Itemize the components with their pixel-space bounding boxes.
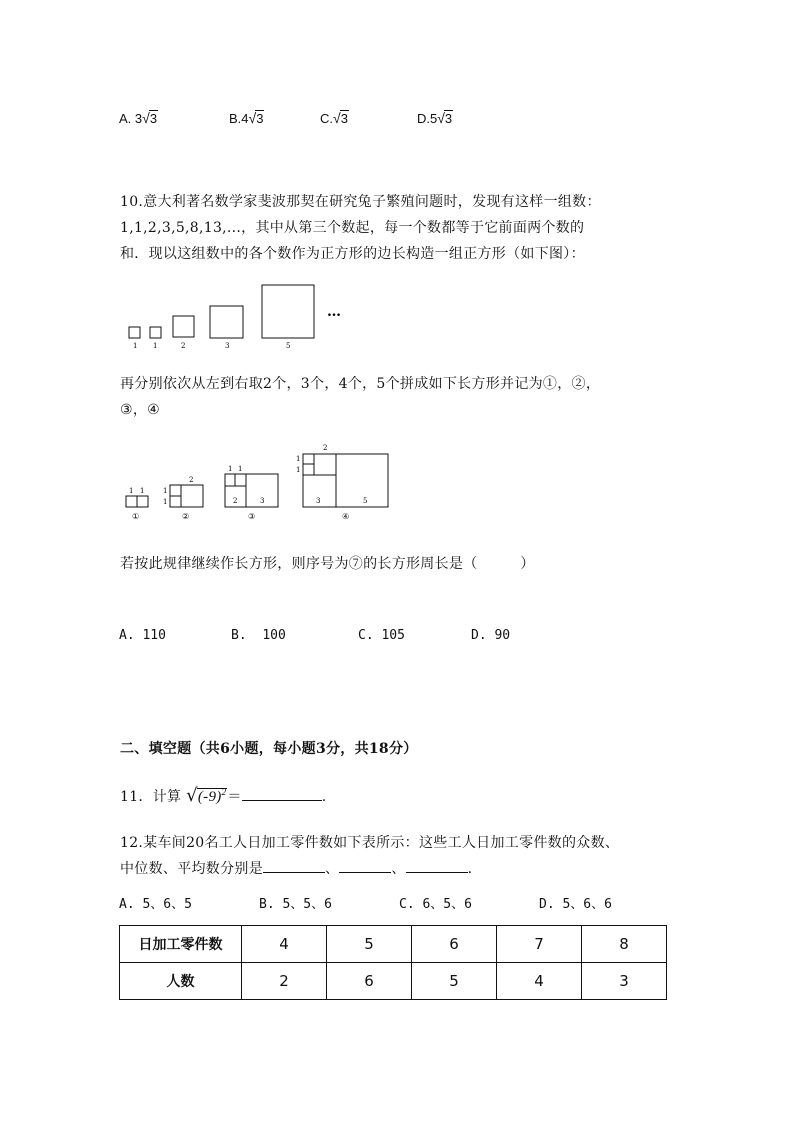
q9-option-b [229, 110, 264, 126]
q9-option-c-radicand: 3 [340, 111, 348, 126]
rectangle-2 [163, 476, 203, 521]
q10-line-2: 1,1,2,3,5,8,13,...，其中从第三个数起，每一个数都等于它前面两个数的 [120, 220, 585, 236]
q12-line-1: 12.某车间20名工人日加工零件数如下表所示：这些工人日加工零件数的众数、 [120, 835, 620, 851]
q10-line-1: 10.意大利著名数学家斐波那契在研究兔子繁殖问题时，发现有这样一组数： [120, 194, 601, 210]
q12-option-b-value: 5、5、6 [282, 897, 332, 912]
rectangle-3 [225, 465, 278, 521]
rectangle-1-mark: ① [132, 512, 140, 521]
square-2-label: 2 [181, 342, 186, 350]
sqrt-symbol: √3 [437, 110, 453, 126]
q10-option-b-label: B. [231, 628, 247, 643]
square-5-label: 5 [286, 342, 291, 350]
sqrt-symbol: √3 [248, 110, 264, 126]
square-2 [173, 316, 194, 337]
q11-radicand: (-9) [197, 789, 222, 805]
fibonacci-squares-figure [120, 280, 360, 355]
square-3-label: 3 [225, 342, 230, 350]
rectangle-4 [296, 444, 388, 521]
q12-end: . [467, 861, 473, 877]
sqrt-symbol: √3 [333, 110, 348, 126]
q12-blank-mode[interactable] [263, 860, 325, 873]
q10-question: 若按此规律继续作长方形，则序号为⑦的长方形周长是（ ） [120, 556, 535, 572]
r3-label-b: 1 [238, 465, 243, 473]
fibonacci-rectangles-figure [120, 440, 400, 525]
q9-option-b-radicand: 3 [256, 111, 264, 126]
r2-label-left-b: 1 [163, 498, 168, 506]
q10-option-d-label: D. [471, 628, 487, 643]
r4-label-3: 3 [316, 497, 321, 505]
q9-option-b-coef: 4 [241, 111, 249, 126]
q12-option-c [399, 893, 472, 912]
r4-label-left-a: 1 [296, 455, 301, 463]
rectangle-2-mark: ② [182, 512, 190, 521]
table-cell: 3 [582, 963, 667, 1000]
q11-prefix: 11．计算 [120, 789, 182, 805]
q9-option-d-label: D. [417, 111, 430, 126]
q11-end: . [321, 789, 327, 805]
table-cell: 2 [242, 963, 327, 1000]
table-row-header: 人数 [120, 963, 242, 1000]
table-cell: 8 [582, 926, 667, 963]
r3-label-a: 1 [228, 465, 233, 473]
table-row [120, 926, 667, 963]
q9-option-a [119, 110, 158, 126]
table-row [120, 963, 667, 1000]
q9-option-d-radicand: 3 [444, 111, 453, 126]
table-cell: 7 [497, 926, 582, 963]
r1-label-b: 1 [140, 487, 145, 495]
q9-option-a-radicand: 3 [149, 111, 158, 126]
q12-option-a-value: 5、6、5 [142, 897, 192, 912]
q12-option-a-label: A. [119, 897, 135, 912]
q12-data-table [119, 925, 667, 1000]
q10-option-b-value: 100 [262, 628, 286, 643]
q11-answer-blank[interactable] [242, 788, 322, 801]
q12-option-d [539, 893, 612, 912]
ellipsis: … [327, 304, 341, 320]
r4-label-5: 5 [363, 497, 368, 505]
q12-option-b-label: B. [259, 897, 275, 912]
r2-label-left-a: 1 [163, 487, 168, 495]
square-1a-label: 1 [133, 342, 138, 350]
q10-option-d-value: 90 [494, 628, 511, 643]
rectangle-1 [126, 487, 148, 521]
q9-option-c [320, 110, 349, 126]
q11-equals: ＝ [227, 789, 242, 805]
table-row-header: 日加工零件数 [120, 926, 242, 963]
q10-option-c [358, 628, 405, 643]
rectangle-3-mark: ③ [248, 512, 256, 521]
q12-option-d-value: 5、6、6 [562, 897, 612, 912]
q9-option-a-coef: 3 [134, 111, 143, 126]
q12-line-2-prefix: 中位数、平均数分别是 [120, 861, 263, 877]
q12-option-c-label: C. [399, 897, 415, 912]
q9-option-d-coef: 5 [430, 111, 438, 126]
square-3 [210, 306, 243, 338]
q10-option-c-value: 105 [381, 628, 405, 643]
section-2-title: 二、填空题（共6小题，每小题3分，共18分） [120, 741, 418, 757]
table-cell: 4 [242, 926, 327, 963]
r2-label-top: 2 [189, 476, 194, 484]
q12-blank-mean[interactable] [406, 860, 468, 873]
r3-label-c: 2 [233, 497, 238, 505]
square-1b [150, 327, 161, 338]
q10-line-5: ③，④ [120, 402, 161, 418]
q11 [120, 785, 326, 806]
r3-label-d: 3 [260, 497, 265, 505]
table-cell: 5 [412, 963, 497, 1000]
square-1a [129, 327, 140, 338]
q10-line-3: 和．现以这组数中的各个数作为正方形的边长构造一组正方形（如下图）： [120, 246, 585, 262]
q9-option-a-label: A. [119, 111, 132, 126]
table-cell: 4 [497, 963, 582, 1000]
q10-option-c-label: C. [358, 628, 374, 643]
square-5 [262, 285, 314, 338]
q10-option-d [471, 628, 510, 643]
q12-sep-1: 、 [325, 861, 340, 877]
r4-label-top: 2 [323, 444, 328, 452]
square-1b-label: 1 [153, 342, 158, 350]
q12-option-b [259, 893, 332, 912]
q12-option-d-label: D. [539, 897, 555, 912]
table-cell: 6 [327, 963, 412, 1000]
r4-label-left-b: 1 [296, 466, 301, 474]
r1-label-a: 1 [129, 487, 134, 495]
q9-option-c-label: C. [320, 111, 333, 126]
rectangle-4-mark: ④ [342, 512, 350, 521]
q10-option-a [119, 628, 166, 643]
q10-option-a-value: 110 [142, 628, 166, 643]
q12-option-a [119, 893, 192, 912]
sqrt-symbol: $√(-9)^2$ [186, 785, 227, 806]
q12-blank-median[interactable] [339, 860, 391, 873]
q12-option-c-value: 6、5、6 [422, 897, 472, 912]
table-cell: 5 [327, 926, 412, 963]
table-cell: 6 [412, 926, 497, 963]
q9-option-d [417, 110, 453, 126]
q12-sep-2: 、 [391, 861, 406, 877]
q10-option-a-label: A. [119, 628, 135, 643]
q12-line-2 [120, 858, 472, 878]
q9-option-b-label: B. [229, 111, 242, 126]
sqrt-symbol: √3 [142, 110, 158, 126]
q10-line-4: 再分别依次从左到右取2个，3个，4个，5个拼成如下长方形并记为①，②， [120, 376, 601, 392]
q10-option-b [231, 628, 286, 643]
q11-exponent: 2 [221, 787, 227, 797]
